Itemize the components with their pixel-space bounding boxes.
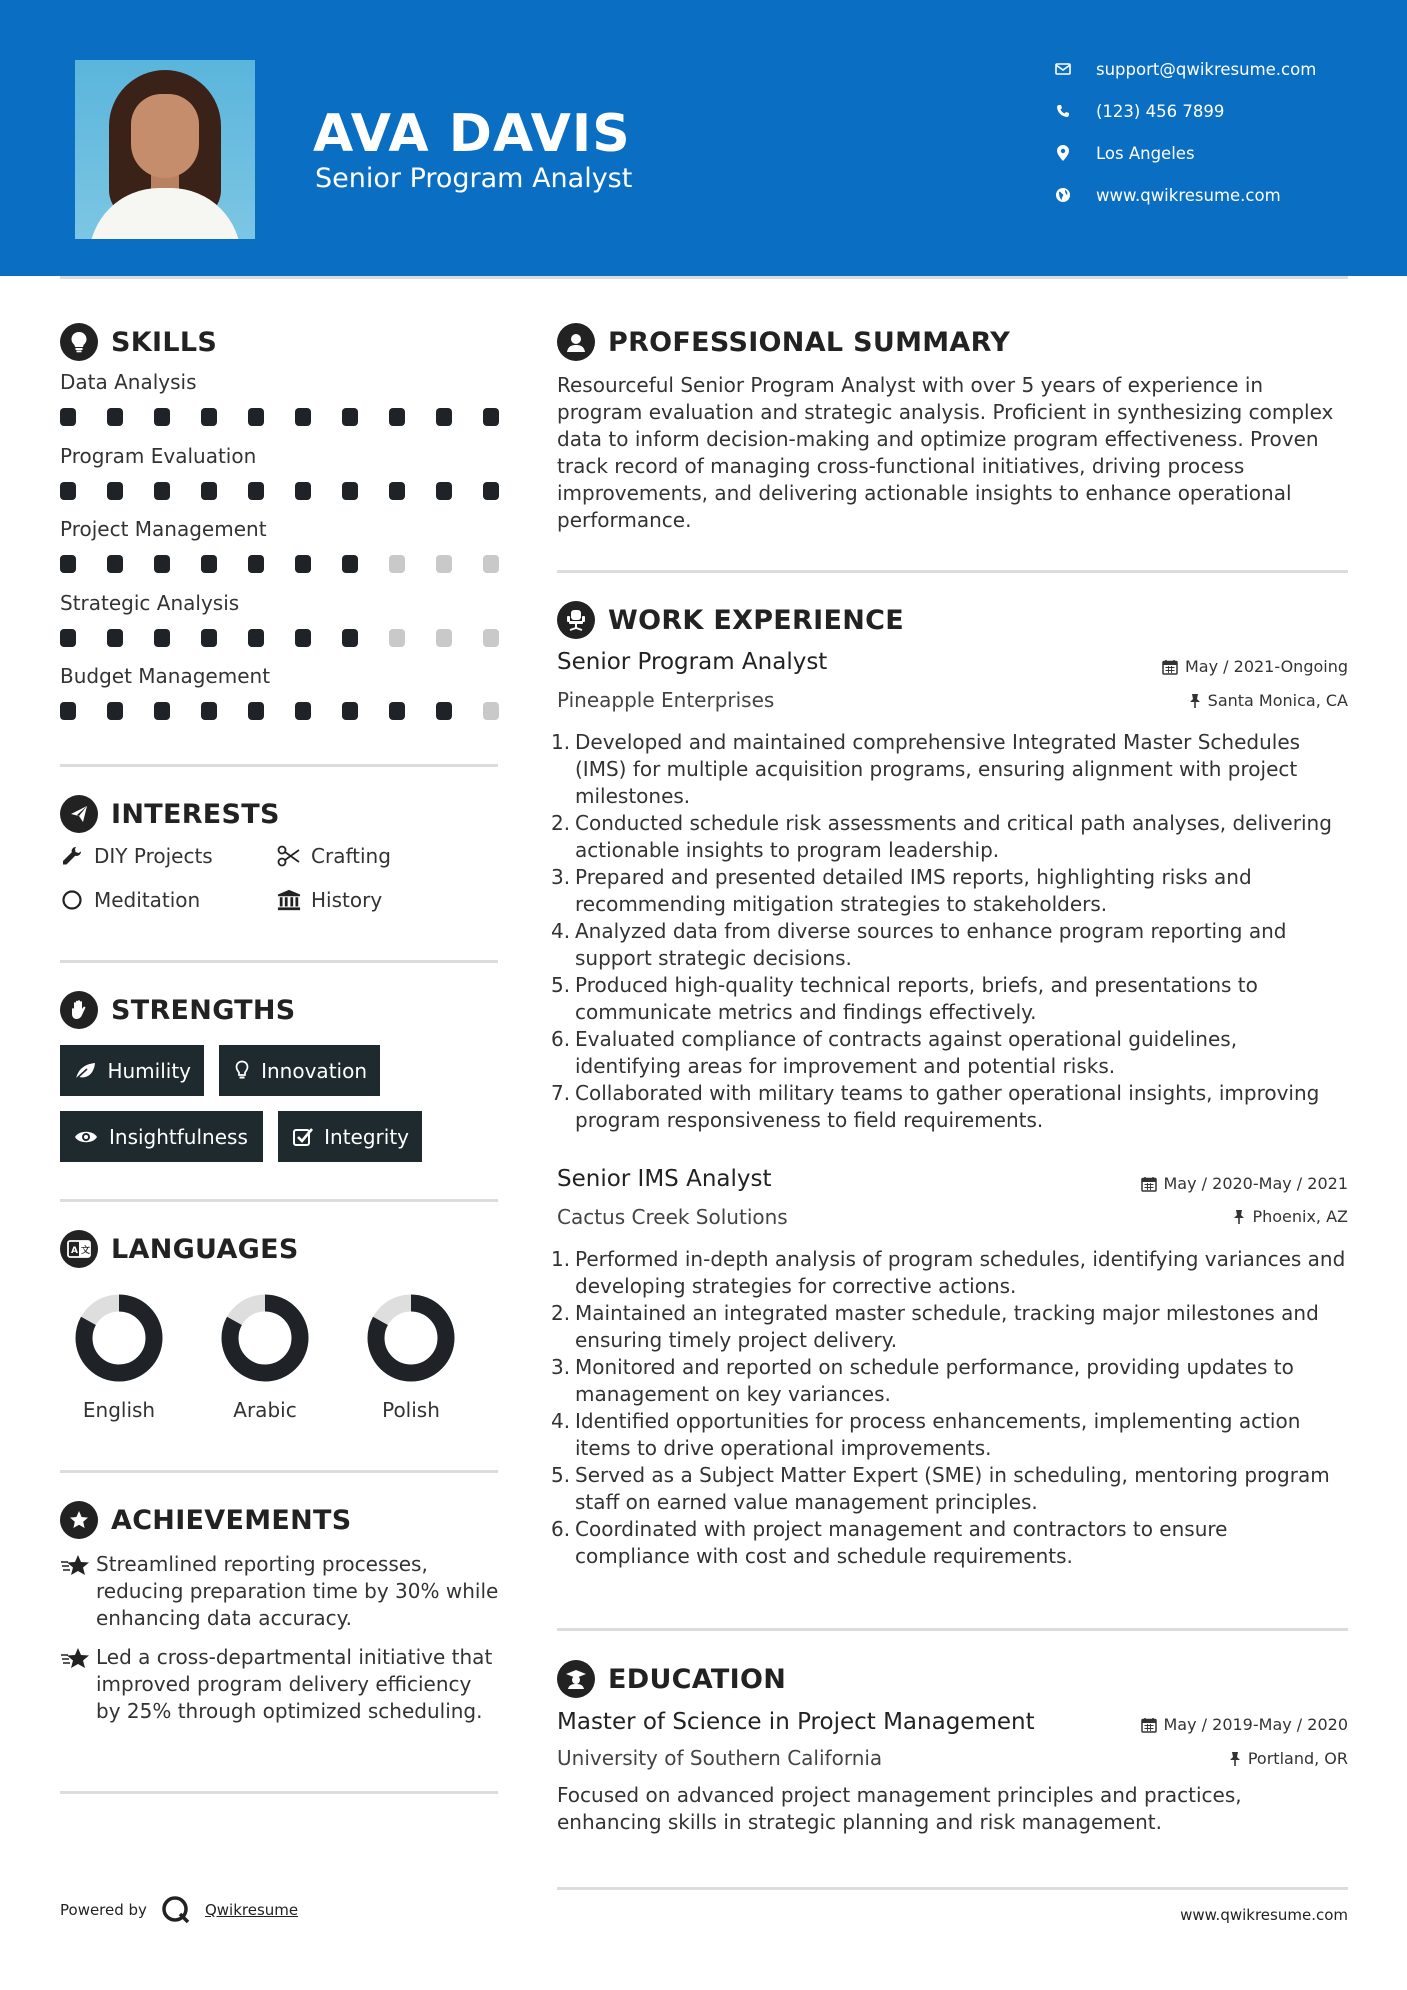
- achievements-divider: [60, 1791, 498, 1794]
- responsibility-item: 7. Collaborated with military teams to gather operational insights, improving program responsiveness to field requirements.: [551, 1081, 1320, 1132]
- hand-icon: [60, 991, 98, 1029]
- pushpin-icon: [1229, 1751, 1241, 1767]
- skill-rating-dot: [154, 482, 170, 500]
- envelope-icon: [1054, 60, 1072, 78]
- responsibility-item: 4. Identified opportunities for process enhancements, implementing action items to drive operational improvements.: [551, 1409, 1301, 1460]
- skill-rating: [60, 482, 500, 502]
- skill-rating-dot: [483, 702, 499, 720]
- job-title: Senior IMS Analyst: [557, 1166, 772, 1192]
- skill-rating-dot: [154, 408, 170, 426]
- skill-rating-dot: [295, 482, 311, 500]
- skill-rating-dot: [201, 702, 217, 720]
- responsibility-item: 1. Developed and maintained comprehensive Integrated Master Schedules (IMS) for multiple acquisition programs, ensuring alignment with project milestones.: [551, 730, 1301, 808]
- eye-icon: [73, 1125, 99, 1149]
- skill-rating-dot: [107, 702, 123, 720]
- skill-rating-dot: [60, 482, 76, 500]
- summary-divider: [557, 570, 1348, 573]
- education-dates: May / 2019-May / 2020: [1141, 1715, 1349, 1734]
- skill-rating-dot: [436, 555, 452, 573]
- contact-phone[interactable]: (123) 456 7899: [1054, 96, 1384, 126]
- summary-text: Resourceful Senior Program Analyst with over 5 years of experience in program evaluation and strategic analysis. Proficient in synthesizing complex data to inform decision-making and optimize program effectiveness. Proven track record of managing cross-functional initiatives, driving process improvements, and delivering actionable insights to enhance operational performance.: [557, 373, 1334, 532]
- skill-name: Project Management: [60, 517, 267, 541]
- svg-text:A: A: [71, 1246, 79, 1256]
- skill-rating-dot: [389, 408, 405, 426]
- skill-rating-dot: [342, 408, 358, 426]
- skill-rating-dot: [107, 555, 123, 573]
- skill-rating-dot: [107, 482, 123, 500]
- skill-rating-dot: [154, 555, 170, 573]
- circle-icon: [60, 888, 84, 912]
- skill-rating-dot: [436, 408, 452, 426]
- pushpin-icon: [1189, 693, 1201, 709]
- profile-photo: [75, 60, 255, 239]
- skills-heading: SKILLS: [60, 323, 217, 361]
- skill-name: Data Analysis: [60, 370, 197, 394]
- skill-rating-dot: [60, 629, 76, 647]
- skill-rating-dot: [436, 702, 452, 720]
- skill-rating-dot: [248, 482, 264, 500]
- footer-website[interactable]: www.qwikresume.com: [1180, 1906, 1348, 1924]
- skill-rating-dot: [342, 629, 358, 647]
- skill-rating-dot: [295, 408, 311, 426]
- skill-rating: [60, 555, 500, 575]
- resume-header: [0, 0, 1407, 276]
- candidate-name: AVA DAVIS: [313, 104, 631, 164]
- skill-rating-dot: [389, 555, 405, 573]
- contact-location: Los Angeles: [1054, 138, 1384, 168]
- skill-rating-dot: [60, 702, 76, 720]
- star-icon: [60, 1551, 96, 1632]
- footer-powered-by: Powered by Qwikresume: [60, 1895, 298, 1925]
- skill-rating-dot: [389, 629, 405, 647]
- languages-divider: [60, 1470, 498, 1473]
- responsibility-item: 3. Monitored and reported on schedule performance, providing updates to management on key variances.: [551, 1355, 1294, 1406]
- skill-rating-dot: [483, 555, 499, 573]
- lightbulb-icon: [232, 1059, 251, 1083]
- responsibility-item: 6. Evaluated compliance of contracts against operational guidelines, identifying areas for improvement and potential risks.: [551, 1027, 1238, 1078]
- job-location: Phoenix, AZ: [1233, 1207, 1348, 1226]
- languages-heading: A 文 LANGUAGES: [60, 1230, 299, 1268]
- job-location: Santa Monica, CA: [1189, 691, 1348, 710]
- education-heading: EDUCATION: [557, 1660, 786, 1698]
- skill-rating-dot: [201, 408, 217, 426]
- education-location: Portland, OR: [1229, 1749, 1348, 1768]
- achievements-heading: ACHIEVEMENTS: [60, 1501, 352, 1539]
- skill-rating-dot: [154, 702, 170, 720]
- candidate-title: Senior Program Analyst: [315, 163, 633, 194]
- skill-rating-dot: [295, 702, 311, 720]
- interest-diy-projects: DIY Projects: [60, 844, 213, 868]
- leaf-icon: [73, 1059, 97, 1083]
- responsibility-item: 5. Produced high-quality technical reports, briefs, and presentations to communicate metrics and findings effectively.: [551, 973, 1258, 1024]
- map-pin-icon: [1054, 144, 1072, 162]
- degree-title: Master of Science in Project Management: [557, 1709, 1035, 1735]
- language-ring: [49, 1293, 189, 1383]
- office-chair-icon: [557, 601, 595, 639]
- interest-crafting: Crafting: [277, 844, 391, 868]
- calendar-icon: [1162, 659, 1178, 675]
- skill-rating-dot: [342, 482, 358, 500]
- skill-rating-dot: [248, 629, 264, 647]
- skill-rating-dot: [483, 482, 499, 500]
- skill-rating-dot: [342, 555, 358, 573]
- skill-rating-dot: [107, 408, 123, 426]
- job-title: Senior Program Analyst: [557, 649, 828, 675]
- language-name: Arabic: [233, 1398, 297, 1422]
- skill-rating-dot: [60, 408, 76, 426]
- responsibility-item: 2. Conducted schedule risk assessments and critical path analyses, delivering actionable insights to program leadership.: [551, 811, 1332, 862]
- svg-text:文: 文: [81, 1246, 91, 1256]
- phone-icon: [1054, 102, 1072, 120]
- checkbox-icon: [291, 1125, 314, 1149]
- contact-email[interactable]: support@qwikresume.com: [1054, 54, 1384, 84]
- skill-rating-dot: [60, 555, 76, 573]
- calendar-icon: [1141, 1717, 1157, 1733]
- responsibility-item: 6. Coordinated with project management and contractors to ensure compliance with cost and schedule requirements.: [551, 1517, 1228, 1568]
- skill-rating: [60, 702, 500, 722]
- lightbulb-icon: [60, 323, 98, 361]
- contact-website[interactable]: www.qwikresume.com: [1054, 180, 1384, 210]
- museum-icon: [277, 888, 301, 912]
- skill-rating: [60, 408, 500, 428]
- company-name: Cactus Creek Solutions: [557, 1205, 788, 1229]
- skill-rating-dot: [342, 702, 358, 720]
- paper-plane-icon: [60, 795, 98, 833]
- experience-heading: WORK EXPERIENCE: [557, 601, 904, 639]
- achievement-item: Streamlined reporting processes, reducing preparation time by 30% while enhancing data accuracy.: [60, 1551, 500, 1632]
- skill-rating-dot: [201, 555, 217, 573]
- strength-insightfulness: Insightfulness: [60, 1111, 263, 1162]
- skill-rating-dot: [154, 629, 170, 647]
- qwikresume-logo-icon: [161, 1895, 191, 1925]
- skill-name: Strategic Analysis: [60, 590, 240, 615]
- skills-divider: [60, 764, 498, 767]
- calendar-icon: [1141, 1176, 1157, 1192]
- skill-rating-dot: [295, 629, 311, 647]
- skill-rating-dot: [201, 482, 217, 500]
- job-responsibilities: [551, 1246, 1347, 1570]
- school-name: University of Southern California: [557, 1746, 883, 1770]
- experience-divider: [557, 1628, 1348, 1631]
- globe-icon: [1054, 186, 1072, 204]
- skill-rating-dot: [483, 408, 499, 426]
- skill-rating-dot: [436, 629, 452, 647]
- interests-heading: INTERESTS: [60, 795, 280, 833]
- pushpin-icon: [1233, 1209, 1245, 1225]
- scissors-icon: [277, 844, 301, 868]
- language-ring: [195, 1293, 335, 1383]
- skill-rating-dot: [436, 482, 452, 500]
- interest-meditation: Meditation: [60, 888, 200, 912]
- strength-humility: Humility: [60, 1045, 204, 1096]
- company-name: Pineapple Enterprises: [557, 688, 775, 712]
- star-badge-icon: [60, 1501, 98, 1539]
- star-icon: [60, 1644, 96, 1725]
- skill-name: Program Evaluation: [60, 443, 257, 468]
- language-name: Polish: [382, 1398, 440, 1422]
- strength-innovation: Innovation: [219, 1045, 380, 1096]
- wrench-icon: [60, 844, 84, 868]
- graduate-icon: [557, 1660, 595, 1698]
- responsibility-item: 5. Served as a Subject Matter Expert (SME) in scheduling, mentoring program staff on earned value management principles.: [551, 1463, 1330, 1514]
- skill-rating: [60, 629, 500, 649]
- responsibility-item: 2. Maintained an integrated master schedule, tracking major milestones and ensuring timely project delivery.: [551, 1301, 1319, 1352]
- qwikresume-link[interactable]: Qwikresume: [204, 1901, 299, 1919]
- job-dates: May / 2020-May / 2021: [1141, 1174, 1349, 1193]
- skill-rating-dot: [248, 702, 264, 720]
- responsibility-item: 4. Analyzed data from diverse sources to enhance program reporting and support strategic decisions.: [551, 919, 1287, 970]
- language-icon: [60, 1230, 98, 1268]
- job-responsibilities: [551, 729, 1347, 1134]
- skill-rating-dot: [248, 408, 264, 426]
- responsibility-item: 1. Performed in-depth analysis of program schedules, identifying variances and developing strategies for corrective actions.: [551, 1247, 1346, 1298]
- language-ring: [341, 1293, 481, 1383]
- interests-divider: [60, 960, 498, 963]
- header-divider: [60, 276, 1348, 279]
- responsibility-item: 3. Prepared and presented detailed IMS reports, highlighting risks and recommending mitigation strategies to stakeholders.: [551, 865, 1252, 916]
- education-description: Focused on advanced project management principles and practices, enhancing skills in strategic planning and risk management.: [557, 1783, 1242, 1834]
- skill-name: Budget Management: [60, 664, 271, 688]
- strengths-heading: STRENGTHS: [60, 991, 296, 1029]
- skill-rating-dot: [295, 555, 311, 573]
- skill-rating-dot: [389, 702, 405, 720]
- job-dates: May / 2021-Ongoing: [1162, 657, 1348, 676]
- user-icon: [557, 323, 595, 361]
- achievement-item: Led a cross-departmental initiative that improved program delivery efficiency by 25% through optimized scheduling.: [60, 1644, 500, 1725]
- summary-heading: PROFESSIONAL SUMMARY: [557, 323, 1010, 361]
- language-name: English: [82, 1398, 156, 1422]
- skill-rating-dot: [201, 629, 217, 647]
- education-divider: [557, 1887, 1348, 1890]
- skill-rating-dot: [483, 629, 499, 647]
- strengths-divider: [60, 1199, 498, 1202]
- interest-history: History: [277, 888, 382, 912]
- strength-integrity: Integrity: [278, 1111, 422, 1162]
- skill-rating-dot: [107, 629, 123, 647]
- skill-rating-dot: [248, 555, 264, 573]
- skill-rating-dot: [389, 482, 405, 500]
